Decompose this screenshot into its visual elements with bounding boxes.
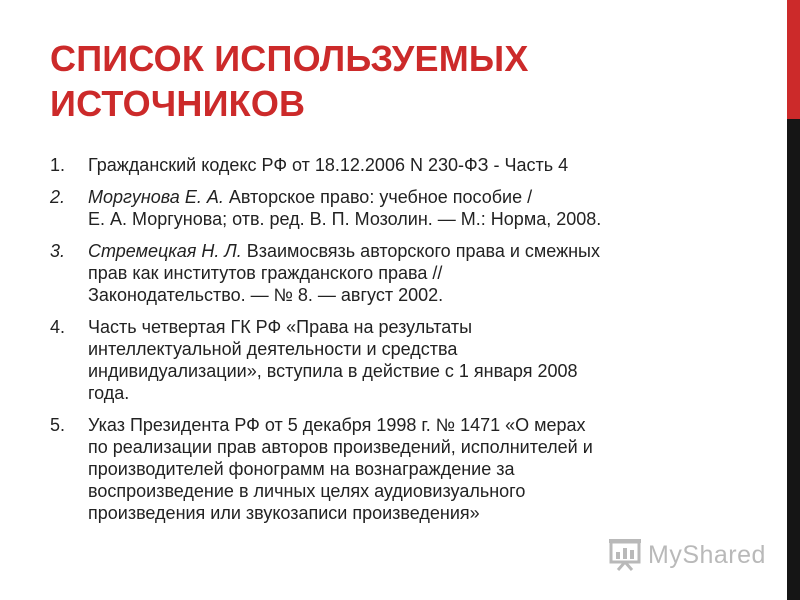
sources-list [50,154,740,534]
item-text: воспроизведение в личных целях аудиовизуального [88,481,526,501]
item-text: прав как институтов гражданского права // [88,263,443,283]
watermark-text: MyShared [648,540,766,569]
item-text: индивидуализации», вступила в действие с 1 января 2008 [88,361,578,381]
item-text: Гражданский кодекс РФ от 18.12.2006 N 230-ФЗ - Часть 4 [88,155,569,175]
side-bar [787,119,800,600]
item-text [88,240,740,262]
item-text: Часть четвертая ГК РФ «Права на результаты [88,317,473,337]
item-text: по реализации прав авторов произведений, исполнителей и [88,437,593,457]
item-number: 2. [50,187,66,207]
item-text: Е. А. Моргунова; отв. ред. В. П. Мозолин. — М.: Норма, 2008. [88,209,602,229]
list-item [50,316,740,404]
list-item [50,186,740,230]
title-line: ИСТОЧНИКОВ [50,83,306,124]
item-number: 5. [50,415,66,435]
item-text: Указ Президента РФ от 5 декабря 1998 г. № 1471 «О мерах [88,415,586,435]
item-text: производителей фонограмм на вознаграждение за [88,459,515,479]
item-title: Авторское право: учебное пособие / [223,187,533,207]
item-text: Законодательство. — № 8. — август 2002. [88,285,444,305]
list-item [50,154,740,176]
page-title [50,36,730,126]
list-item [50,414,740,524]
watermark [608,538,768,572]
item-text: произведения или звукозаписи произведения» [88,503,480,523]
item-title: Взаимосвязь авторского права и смежных [241,241,600,261]
item-number: 1. [50,155,66,175]
item-author: Стремецкая Н. Л. [88,241,242,261]
title-line: СПИСОК ИСПОЛЬЗУЕМЫХ [50,38,529,79]
list-item [50,240,740,306]
presentation-board-icon [608,538,642,572]
item-text [88,186,740,208]
accent-bar [787,0,800,119]
item-text: года. [88,383,130,403]
item-number: 4. [50,317,66,337]
item-text: интеллектуальной деятельности и средства [88,339,458,359]
item-author: Моргунова Е. А. [88,187,224,207]
item-number: 3. [50,241,66,261]
